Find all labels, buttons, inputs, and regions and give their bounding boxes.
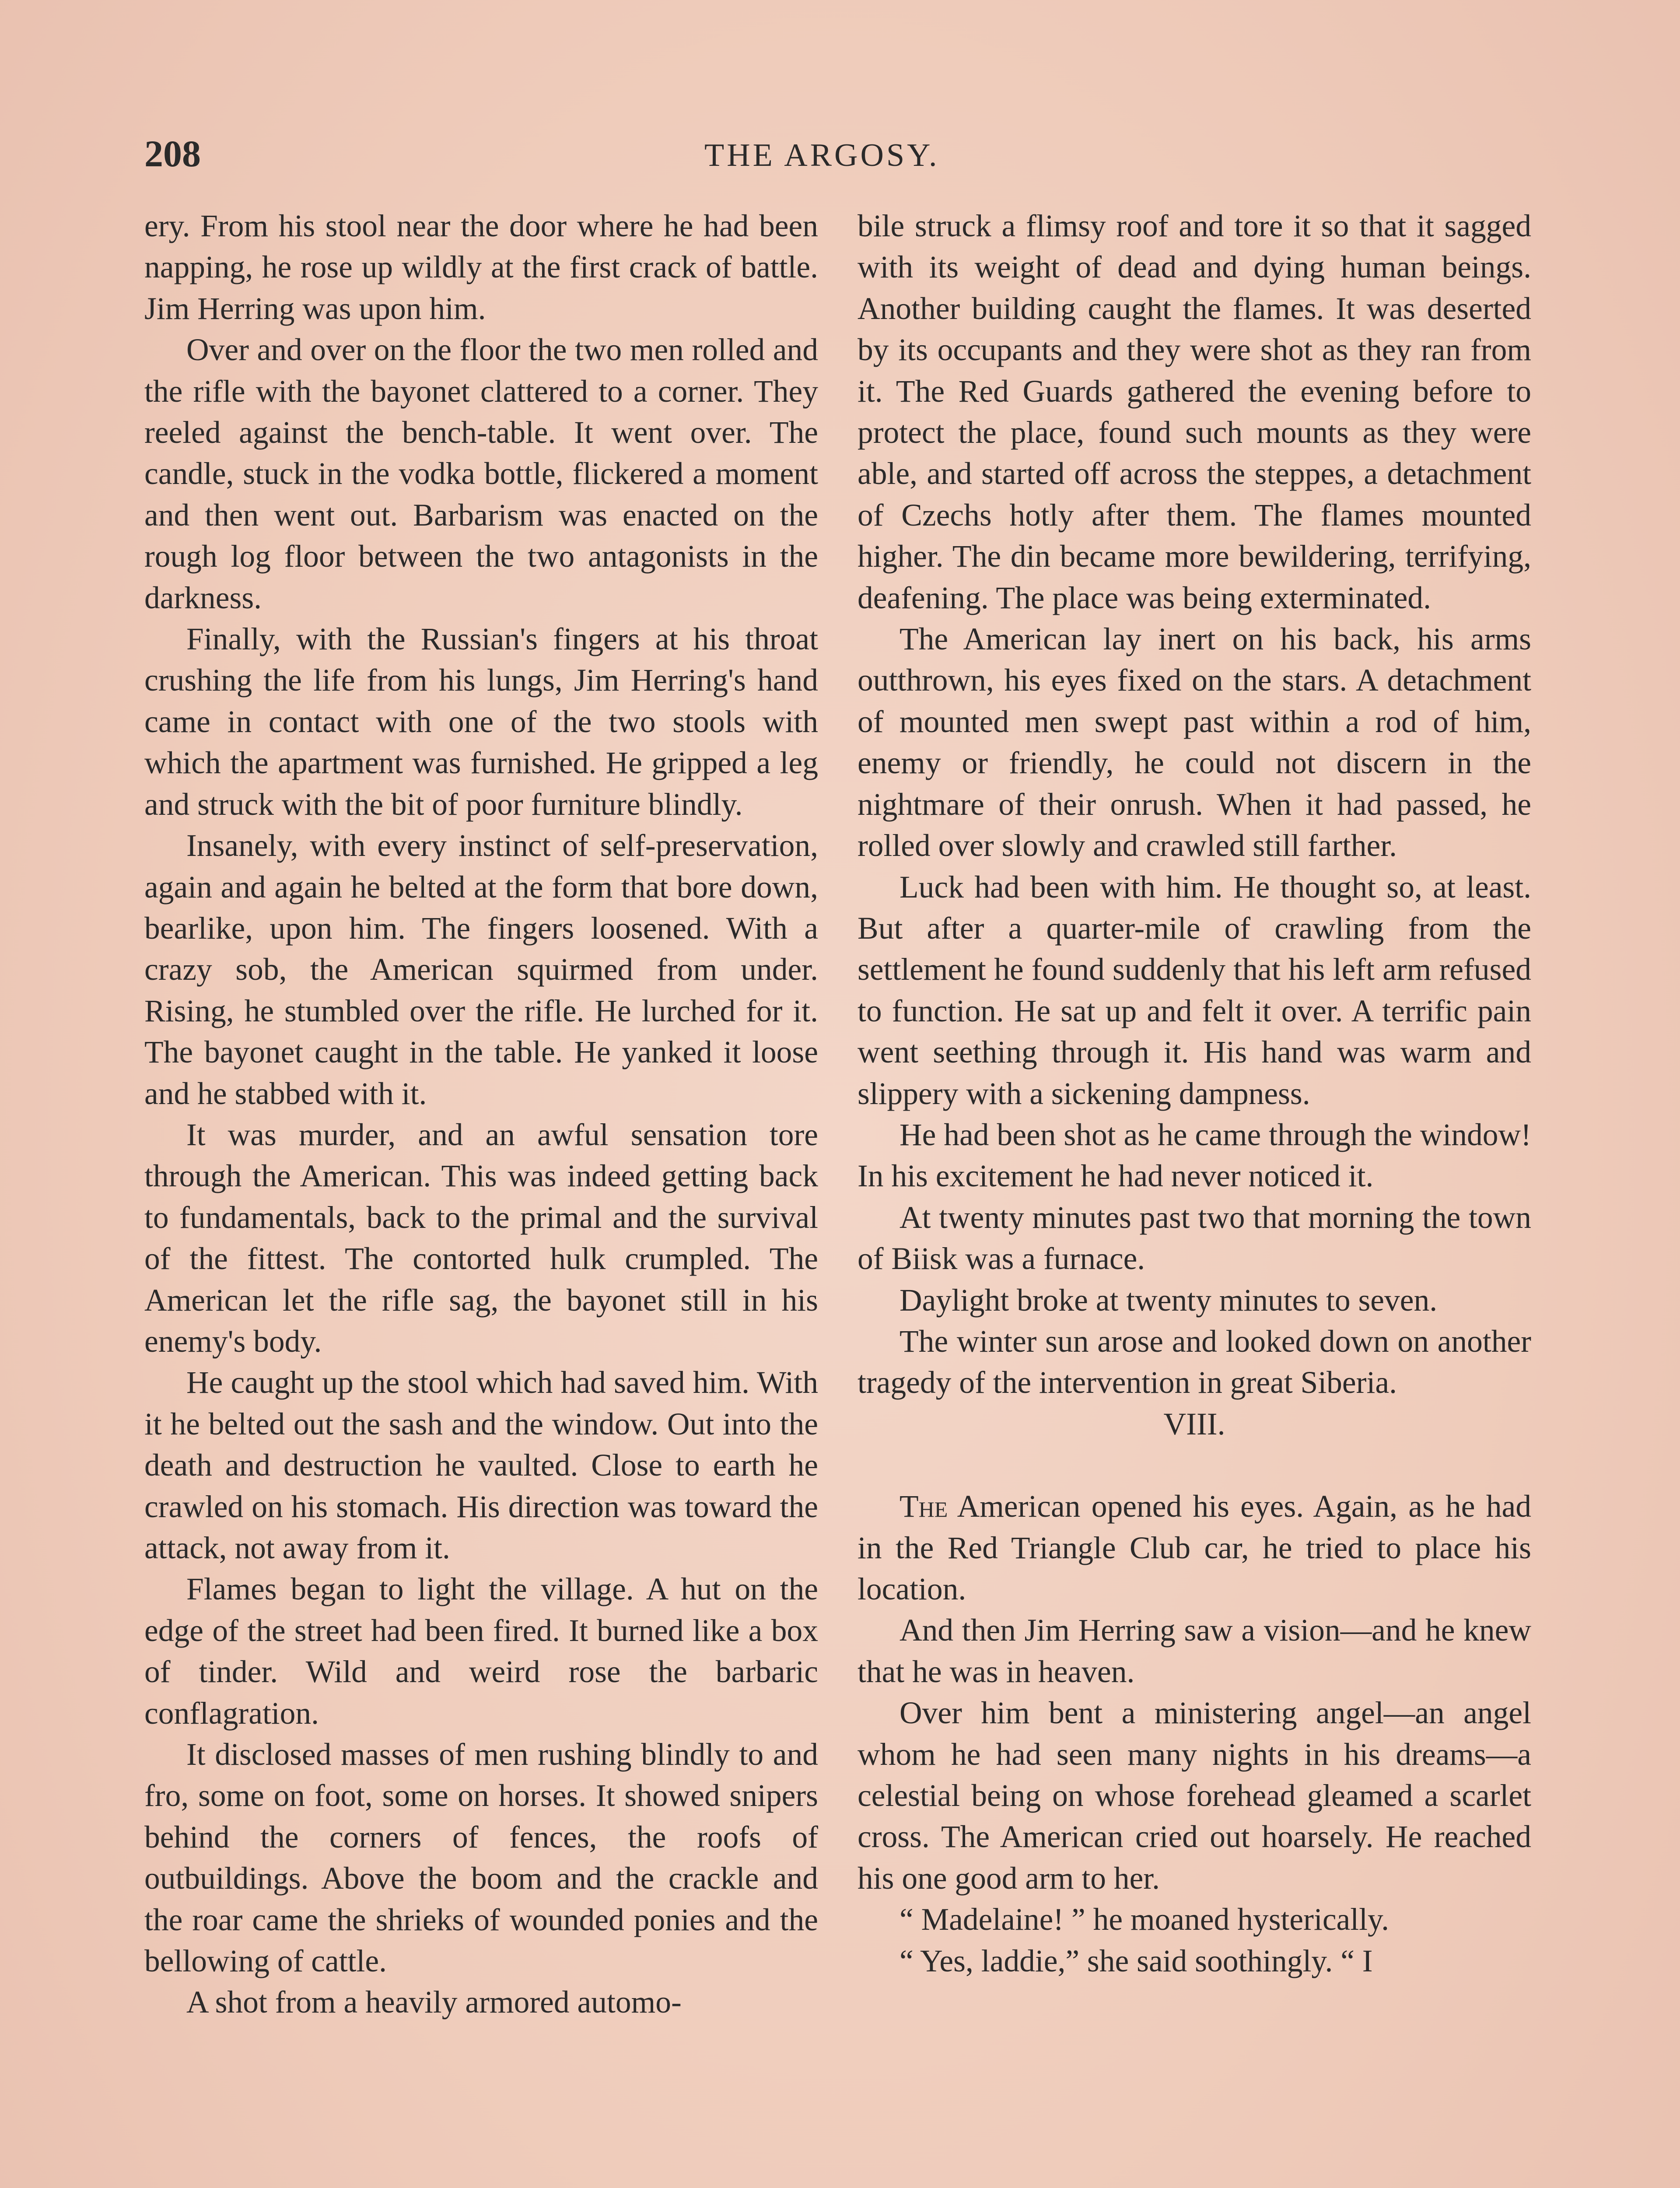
paragraph: It disclosed masses of men rushing blindly to and fro, some on foot, some on horses. It showed snipers behind the corners of fences, the roofs of outbuildings. Above the boom and the crackle and the roar came the shrieks of wounded ponies and the bellowing of cattle. (144, 1737, 818, 1979)
paragraph: bile struck a flimsy roof and tore it so that it sagged with its weight of dead and dying human beings. Another building caught the flames. It was deserted by its occupants and they were shot as they ran from it. The Red Guards gathered the evening before to protect the place, found such mounts as they were able, and started off across the steppes, a detachment of Czechs hotly after them. The flames mounted higher. The din became more bewildering, terrifying, deafening. The place was being exterminated. (858, 209, 1531, 615)
paragraph: It was murder, and an awful sensation tore through the American. This was indeed getting back to fundamentals, back to the primal and the survival of the fittest. The contorted hulk crumpled. The American let the rifle sag, the bayonet still in his enemy's body. (144, 1117, 818, 1359)
paragraph: The American lay inert on his back, his arms outthrown, his eyes fixed on the stars. A detachment of mounted men swept past within a rod of him, enemy or friendly, he could not discern in the nightmare of their onrush. When it had passed, he rolled over slowly and crawled still farther. (858, 622, 1531, 863)
paragraph: Daylight broke at twenty minutes to seven. (900, 1283, 1438, 1318)
paragraph: Flames began to light the village. A hut on the edge of the street had been fired. It burned like a box of tinder. Wild and weird rose the barbaric conflagration. (144, 1572, 818, 1731)
paragraph (858, 1486, 1531, 1610)
drop-word: The (900, 1489, 948, 1524)
paragraph: Luck had been with him. He thought so, at least. But after a quarter-mile of crawling from the settlement he found suddenly that his left arm refused to function. He sat up and felt it over. A terrific pain went seething through it. His hand was warm and slippery with a sickening dampness. (858, 870, 1531, 1111)
paragraph-text: American opened his eyes. Again, as he had in the Red Triangle Club car, he tried to place his location. (858, 1489, 1531, 1606)
paragraph: Over and over on the floor the two men rolled and the rifle with the bayonet clattered to a corner. They reeled against the bench-table. It went over. The candle, stuck in the vodka bottle, flickered a moment and then went out. Barbarism was enacted on the rough log floor between the two antagonists in the darkness. (144, 333, 818, 615)
section-gap (858, 1445, 1531, 1486)
paragraph: The winter sun arose and looked down on another tragedy of the intervention in great Siberia. (858, 1324, 1531, 1400)
running-title: THE ARGOSY. (704, 137, 940, 173)
paragraph: At twenty minutes past two that morning the town of Biisk was a furnace. (858, 1200, 1531, 1276)
paragraph: Over him bent a ministering angel—an angel whom he had seen many nights in his dreams—a celestial being on whose forehead gleamed a scarlet cross. The American cried out hoarsely. He reached his one good arm to her. (858, 1696, 1531, 1896)
paragraph: ery. From his stool near the door where he had been napping, he rose up wildly at the first crack of battle. Jim Herring was upon him. (144, 209, 818, 326)
section-heading: VIII. (1163, 1406, 1225, 1441)
paragraph: A shot from a heavily armored automo- (186, 1985, 682, 2020)
page-number: 208 (144, 133, 201, 175)
paragraph: “ Madelaine! ” he moaned hysterically. (900, 1902, 1390, 1937)
left-column (144, 206, 818, 2188)
paragraph: Insanely, with every instinct of self-preservation, again and again he belted at the form that bore down, bearlike, upon him. The fingers loosened. With a crazy sob, the American squirmed from under. Rising, he stumbled over the rifle. He lurched for it. The bayonet caught in the table. He yanked it loose and he stabbed with it. (144, 828, 818, 1111)
paragraph: Finally, with the Russian's fingers at his throat crushing the life from his lungs, Jim Herring's hand came in contact with one of the two stools with which the apartment was furnished. He gripped a leg and struck with the bit of poor furniture blindly. (144, 622, 818, 822)
paragraph: He had been shot as he came through the window! In his excitement he had never noticed it. (858, 1117, 1531, 1194)
page-header (144, 130, 1536, 182)
paragraph: And then Jim Herring saw a vision—and he knew that he was in heaven. (858, 1613, 1531, 1689)
paragraph: “ Yes, laddie,” she said soothingly. “ I (900, 1943, 1373, 1978)
paragraph: He caught up the stool which had saved him. With it he belted out the sash and the window. Out into the death and destruction he vaulted. Close to earth he crawled on his stomach. His direction was toward the attack, not away from it. (144, 1365, 818, 1565)
right-column (858, 206, 1531, 2188)
